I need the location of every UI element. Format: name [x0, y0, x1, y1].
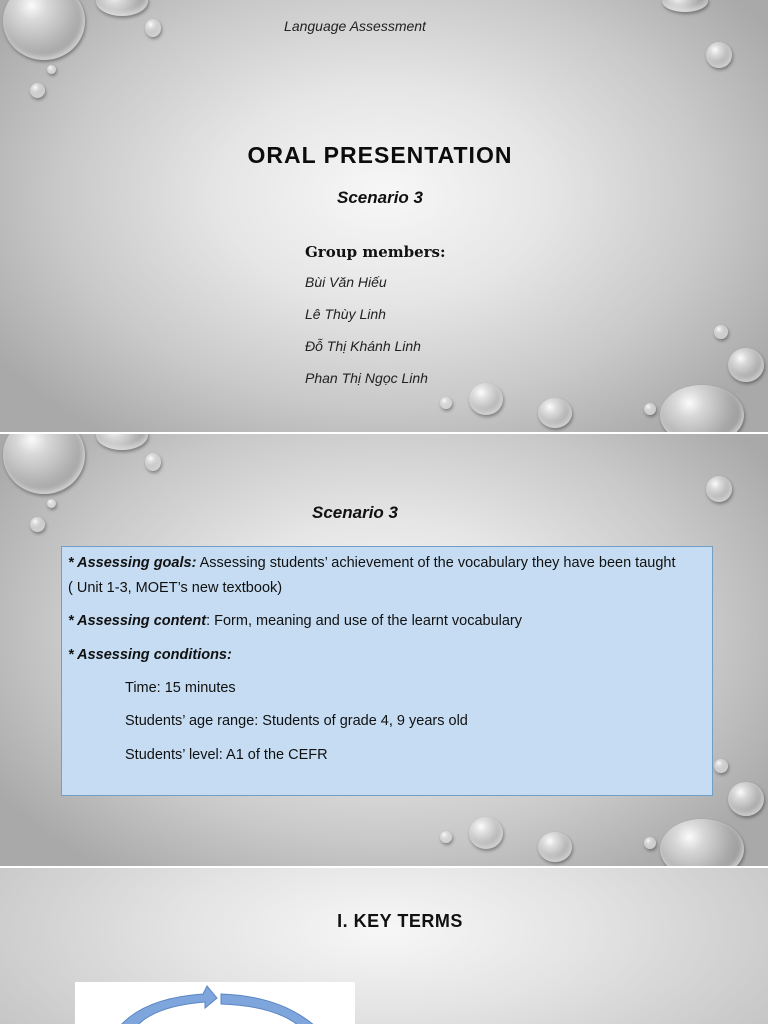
water-drop-decoration — [469, 817, 503, 849]
assessing-content-label: * Assessing content — [68, 613, 207, 629]
group-member: Đỗ Thị Khánh Linh — [305, 338, 421, 354]
water-drop-decoration — [644, 837, 656, 849]
slide-title: ORAL PRESENTATION — [247, 142, 513, 168]
slide-subtitle: Scenario 3 — [337, 188, 423, 207]
cycle-arrow-right — [221, 994, 315, 1024]
water-drop-decoration — [30, 83, 45, 98]
scenario-details-box — [61, 546, 713, 796]
water-drop-decoration — [145, 453, 161, 471]
water-drop-decoration — [714, 325, 728, 339]
slide-1 — [0, 0, 768, 432]
assessing-goals-text: Assessing students’ achievement of the vocabulary they have been taught — [196, 555, 676, 571]
water-drop-decoration — [30, 517, 45, 532]
group-member: Bùi Văn Hiếu — [305, 274, 387, 290]
condition-item: Time: 15 minutes — [125, 680, 236, 696]
assessing-goals-continued: ( Unit 1-3, MOET’s new textbook) — [68, 580, 283, 596]
slide-title: Scenario 3 — [312, 503, 398, 522]
water-drop-decoration — [3, 0, 85, 60]
group-members-label: Group members: — [305, 243, 446, 261]
water-drop-decoration — [145, 19, 161, 37]
assessing-content — [68, 613, 706, 629]
water-drop-decoration — [538, 832, 572, 862]
water-drop-decoration — [644, 403, 656, 415]
water-drop-decoration — [440, 397, 452, 409]
group-member: Phan Thị Ngọc Linh — [305, 370, 428, 386]
water-drop-decoration — [706, 42, 732, 68]
water-drop-decoration — [47, 65, 56, 74]
water-drop-decoration — [3, 434, 85, 494]
condition-item: Students’ age range: Students of grade 4, 9 years old — [125, 713, 468, 729]
water-drop-decoration — [440, 831, 452, 843]
water-drop-decoration — [96, 434, 148, 450]
water-drop-decoration — [96, 0, 148, 16]
slide-title: I. KEY TERMS — [337, 911, 463, 931]
assessing-goals — [68, 555, 706, 571]
water-drop-decoration — [47, 499, 56, 508]
group-member: Lê Thùy Linh — [305, 306, 386, 322]
assessing-conditions-label: * Assessing conditions: — [68, 647, 232, 663]
condition-item: Students’ level: A1 of the CEFR — [125, 747, 328, 763]
cycle-arrow-left — [120, 986, 217, 1024]
water-drop-decoration — [662, 0, 708, 12]
cycle-arrows-graphic — [75, 982, 355, 1024]
water-drop-decoration — [538, 398, 572, 428]
slide-header: Language Assessment — [284, 18, 426, 34]
water-drop-decoration — [728, 348, 764, 382]
assessing-goals-label: * Assessing goals: — [68, 555, 197, 571]
water-drop-decoration — [660, 819, 744, 866]
cycle-diagram — [75, 982, 355, 1024]
water-drop-decoration — [714, 759, 728, 773]
water-drop-decoration — [706, 476, 732, 502]
assessing-conditions — [68, 647, 706, 663]
water-drop-decoration — [728, 782, 764, 816]
water-drop-decoration — [469, 383, 503, 415]
water-drop-decoration — [660, 385, 744, 432]
assessing-content-text: : Form, meaning and use of the learnt vocabulary — [206, 613, 523, 629]
